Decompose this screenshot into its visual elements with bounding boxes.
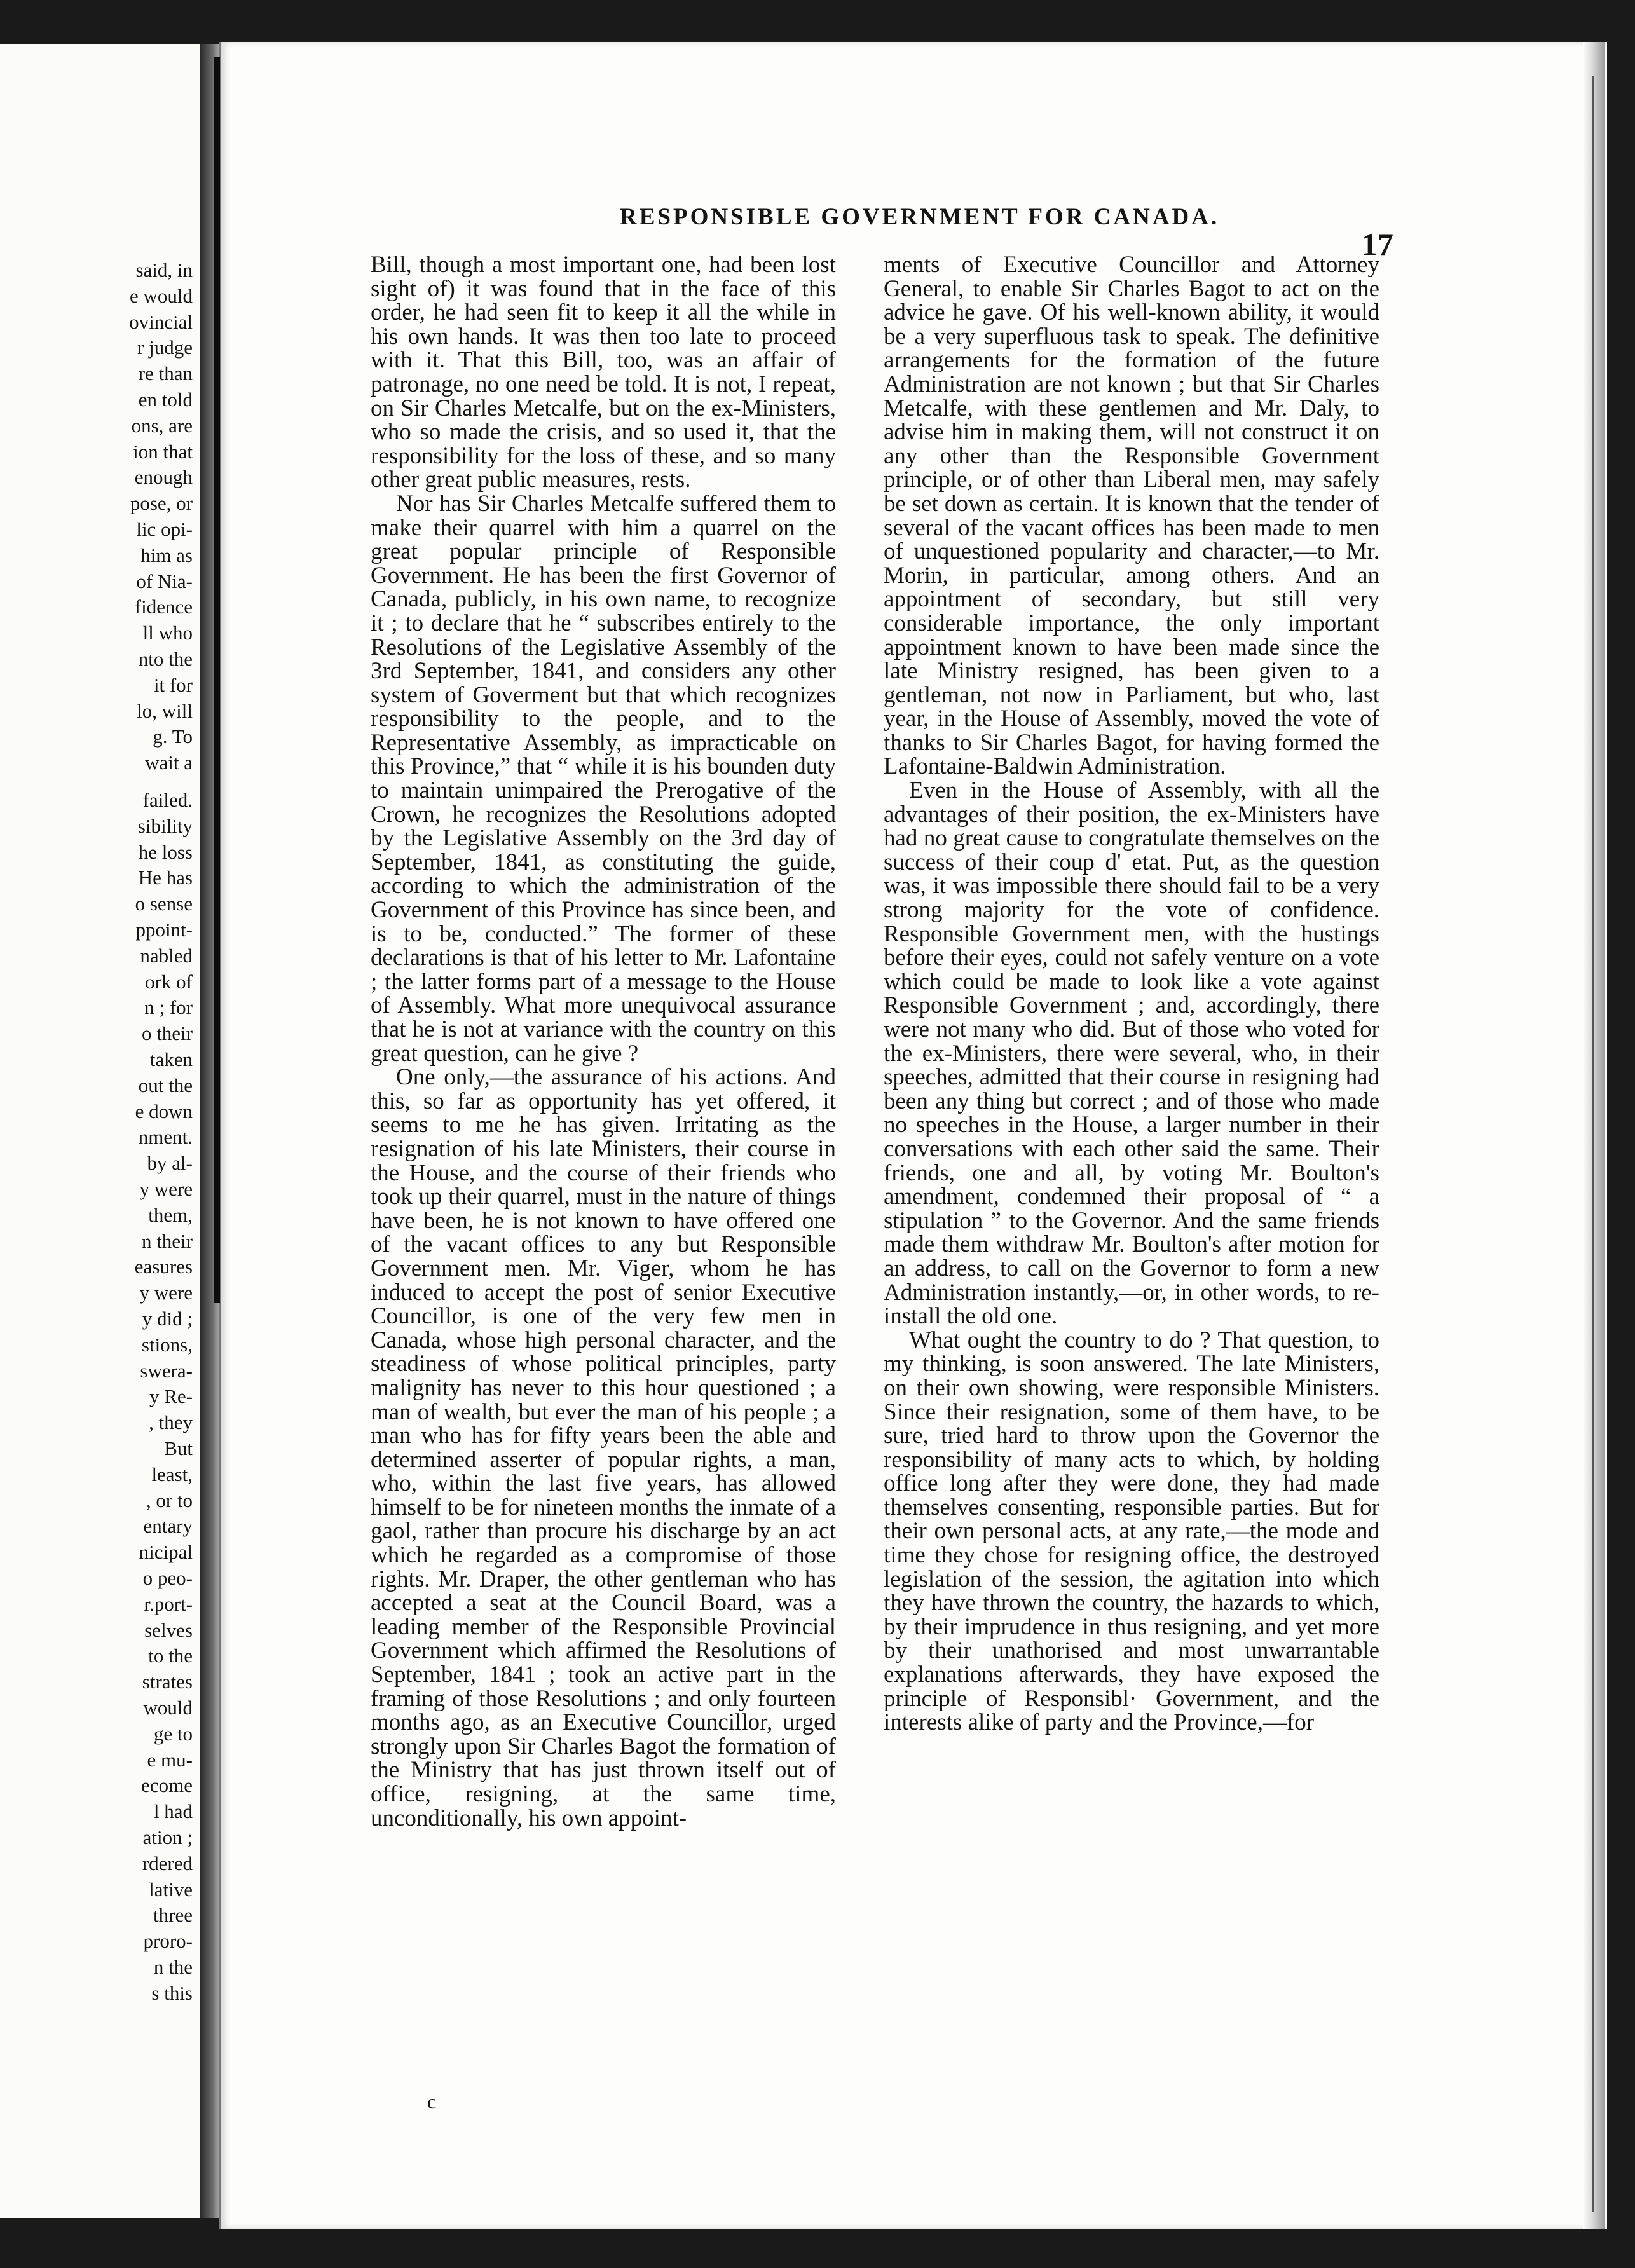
facing-page-line-fragment: en told [138, 388, 193, 411]
facing-page-line-fragment: him as [140, 543, 193, 566]
facing-page-line-fragment: e mu- [147, 1748, 193, 1771]
facing-page-line-fragment: entary [143, 1515, 193, 1538]
facing-page-line-fragment: lative [149, 1878, 193, 1901]
facing-page-line-fragment: by al- [147, 1152, 193, 1175]
facing-page-line-fragment: least, [151, 1463, 193, 1486]
facing-page-line-fragment: nicipal [139, 1541, 193, 1564]
facing-page-fragment [0, 44, 200, 2218]
facing-page-line-fragment: lo, will [137, 699, 193, 722]
facing-page-line-fragment: would [143, 1697, 193, 1719]
facing-page-line-fragment: selves [144, 1618, 193, 1641]
facing-page-line-fragment: nment. [138, 1126, 193, 1149]
facing-page-line-fragment: them, [148, 1203, 193, 1226]
facing-page-line-fragment: nabled [140, 944, 193, 967]
facing-page-line-fragment: ovincial [129, 310, 193, 333]
paragraph: What ought the country to do ? That question, to my thinking, is soon answered. The late Ministers, on their own showing, were responsible Ministers. Since their resignation, some of them have, to be sure, tried hard to throw upon the Governor the responsibility of many acts to which, by holding office long after they were done, they had made themselves consenting, responsible parties. But for their own personal acts, at any rate,—the mode and time they chose for resigning office, the destroyed legislation of the session, the agitation into which they have thrown the country, the hazards to which, by their imprudence in thus resigning, and yet more by their unathorised and most unwarrantable explanations afterwards, they have exposed the principle of Responsibl· Government, and the interests alike of party and the Province,—for [884, 1327, 1379, 1736]
facing-page-line-fragment: n their [141, 1229, 193, 1252]
facing-page-line-fragment: swera- [140, 1359, 193, 1382]
facing-page-line-fragment: l had [153, 1800, 193, 1823]
facing-page-line-fragment: rdered [142, 1852, 193, 1875]
facing-page-line-fragment: ll who [142, 622, 193, 645]
facing-page-line-fragment: nto the [138, 648, 193, 670]
facing-page-line-fragment: r.port- [144, 1592, 193, 1615]
facing-page-line-fragment: stions, [141, 1333, 193, 1356]
facing-page-line-fragment: wait a [145, 751, 193, 774]
facing-page-line-fragment: r judge [137, 336, 193, 359]
facing-page-line-fragment: taken [149, 1048, 193, 1070]
facing-page-line-fragment: re than [138, 362, 193, 385]
paragraph: Bill, though a most important one, had been lost sight of) it was found that in the face of this order, he had seen fit to keep it all the while in his own hands. It was then too late to proceed with it. That this Bill, too, was an affair of patronage, no one need be told. It is not, I repeat, on Sir Charles Metcalfe, but on the ex-Ministers, who so made the crisis, and so used it, that the responsibility for the loss of these, and so many other great public measures, rests. [371, 252, 836, 493]
paragraph: Nor has Sir Charles Metcalfe suffered them to make their quarrel with him a quarrel on the great popular principle of Responsible Government. He has been the first Governor of Canada, publicly, in his own name, to recognize it ; to declare that he “ subscribes entirely to the Resolutions of the Legislative Assembly of the 3rd September, 1841, and considers any other system of Goverment but that which recognizes responsibility to the people, and to the Representative Assembly, as impracticable on this Province,” that “ while it is his bounden duty to maintain unimpaired the Prerogative of the Crown, he recognizes the Resolutions adopted by the Legislative Assembly on the 3rd day of September, 1841, as constituting the guide, according to which the administration of the Government of this Province has since been, and is to be, conducted.” The former of these declarations is that of his letter to Mr. Lafontaine ; the latter forms part of a message to the House of Assembly. What more unequivocal assurance that he is not at variance with the country on this great question, can he give ? [371, 490, 836, 1067]
page-edge-line [1592, 76, 1594, 2212]
facing-page-line-fragment: But [164, 1437, 193, 1459]
facing-page-line-fragment: to the [148, 1644, 193, 1667]
facing-page-line-fragment: three [153, 1904, 193, 1927]
facing-page-line-fragment: y did ; [142, 1308, 193, 1330]
facing-page-line-fragment: ppoint- [135, 919, 193, 941]
facing-page-line-fragment: ecome [141, 1774, 193, 1797]
facing-page-line-fragment: easures [134, 1255, 193, 1278]
facing-page-line-fragment: ge to [153, 1722, 193, 1745]
facing-page-line-fragment: y were [139, 1178, 193, 1200]
facing-page-line-fragment: ork of [145, 970, 193, 993]
facing-page-line-fragment: sibility [137, 814, 193, 837]
facing-page-line-fragment: y were [139, 1281, 193, 1304]
facing-page-line-fragment: e would [129, 284, 193, 307]
page-number: 17 [1362, 226, 1393, 262]
facing-page-line-fragment: n the [153, 1956, 193, 1978]
facing-page-line-fragment: enough [134, 466, 193, 489]
facing-page-line-fragment: lic opi- [136, 518, 193, 540]
facing-page-line-fragment: pose, or [130, 492, 193, 515]
facing-page-line-fragment: e down [135, 1100, 193, 1123]
facing-page-line-fragment: , they [149, 1411, 193, 1434]
text-column-right [884, 253, 1379, 1735]
facing-page-line-fragment: n ; for [144, 996, 193, 1019]
facing-page-line-fragment: , or to [146, 1489, 193, 1512]
facing-page-line-fragment: s this [151, 1981, 193, 2004]
running-head: RESPONSIBLE GOVERNMENT FOR CANADA. [620, 204, 1220, 230]
facing-page-line-fragment: o sense [135, 892, 193, 915]
facing-page-line-fragment: proro- [143, 1930, 193, 1953]
facing-page-line-fragment: ion that [133, 440, 193, 463]
paragraph: Even in the House of Assembly, with all the advantages of their position, the ex-Ministers have had no great cause to congratulate themselves on the success of their coup d' etat. Put, as the question was, it was impossible there should fail to be a very strong majority for the vote of confidence. Responsible Government men, with the hustings before their eyes, could not safely venture on a vote which could be made to look like a vote against Responsible Government ; and, accordingly, there were not many who did. But of those who voted for the ex-Ministers, there were several, who, in their speeches, admitted that their course in resigning had been any thing but correct ; and of those who made no speeches in the House, a larger number in their conversations with each other said the same. Their friends, one and all, by voting Mr. Boulton's amendment, condemned their proposal of “ a stipulation ” to the Governor. And the same friends made them withdraw Mr. Boulton's after motion for an address, to call on the Governor to form a new Administration instantly,—or, in other words, to re-install the old one. [884, 777, 1379, 1330]
facing-page-line-fragment: it for [153, 673, 193, 696]
facing-page-line-fragment: ons, are [131, 414, 193, 437]
spine-rule [214, 57, 220, 1303]
facing-page-line-fragment: o their [141, 1022, 193, 1045]
facing-page-line-fragment: strates [142, 1670, 193, 1693]
text-column-left [371, 253, 836, 1830]
facing-page-line-fragment: he loss [138, 840, 193, 863]
facing-page-line-fragment: g. To [153, 725, 193, 748]
facing-page-line-fragment: fidence [134, 596, 193, 618]
facing-page-line-fragment: of Nia- [136, 570, 193, 592]
facing-page-line-fragment: out the [138, 1074, 193, 1096]
facing-page-line-fragment: failed. [142, 789, 193, 811]
paragraph: One only,—the assurance of his actions. And this, so far as opportunity has yet offered, it seems to me he has given. Irritating as the resignation of his late Ministers, their course in the House, and the course of their friends who took up their quarrel, must in the nature of things have been, he is not known to have offered one of the vacant offices to any but Responsible Government men. Mr. Viger, whom he has induced to accept the post of senior Executive Councillor, is one of the very few men in Canada, whose high personal character, and the steadiness of whose political principles, party malignity has never to this hour questioned ; a man of wealth, but ever the man of his people ; a man who has for fifty years been the able and determined asserter of popular rights, a man, who, within the last five years, has allowed himself to be for nineteen months the inmate of a gaol, rather than procure his discharge by an act which he regarded as a compromise of those rights. Mr. Draper, the other gentleman who has accepted a seat at the Council Board, was a leading member of the Responsible Provincial Government which affirmed the Resolutions of September, 1841 ; took an active part in the framing of those Resolutions ; and only fourteen months ago, as an Executive Councillor, urged strongly upon Sir Charles Bagot the formation of the Ministry that has just thrown itself out of office, resigning, at the same time, unconditionally, his own appoint- [371, 1064, 836, 1831]
signature-mark: c [427, 2090, 437, 2113]
facing-page-line-fragment: ation ; [142, 1826, 193, 1848]
facing-page-line-fragment: o peo- [142, 1567, 193, 1589]
facing-page-line-fragment: He has [138, 866, 193, 889]
facing-page-line-fragment: y Re- [149, 1385, 193, 1408]
facing-page-line-fragment: said, in [135, 259, 193, 281]
paragraph: ments of Executive Councillor and Attorney General, to enable Sir Charles Bagot to act on the advice he gave. Of his well-known ability, it would be a very superfluous task to speak. The definitive arrangements for the formation of the future Administration are not known ; but that Sir Charles Metcalfe, with these gentlemen and Mr. Daly, to advise him in making them, will not construct it on any other than the Responsible Government principle, or of other than Liberal men, may safely be set down as certain. It is known that the tender of several of the vacant offices has been made to men of unquestioned popularity and character,—to Mr. Morin, in particular, among others. And an appointment of secondary, but still very considerable importance, the only important appointment known to have been made since the late Ministry resigned, has been given to a gentleman, not now in Parliament, but who, last year, in the House of Assembly, moved the vote of thanks to Sir Charles Bagot, for having formed the Lafontaine-Baldwin Administration. [884, 252, 1379, 780]
